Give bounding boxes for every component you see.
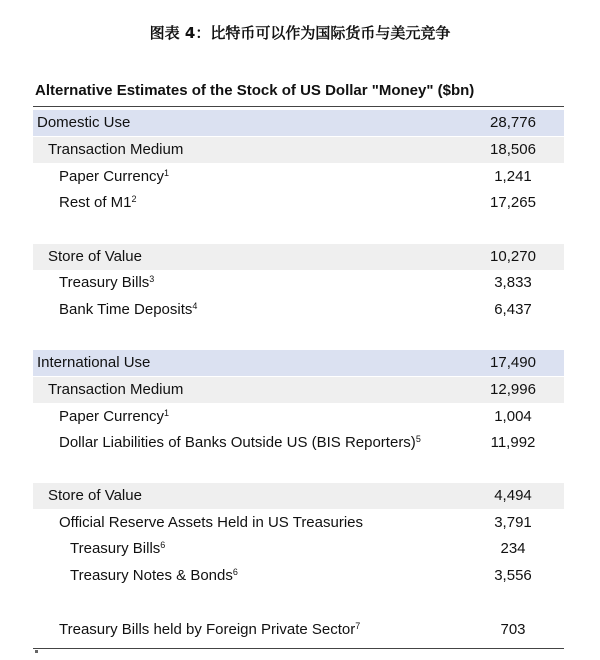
row-label-text: Transaction Medium [48, 141, 184, 158]
row-label-text: Bank Time Deposits [59, 301, 193, 318]
row-value: 17,490 [490, 354, 536, 371]
row-value: 12,996 [490, 381, 536, 398]
row-value: 18,506 [490, 141, 536, 158]
row-value: 1,241 [494, 168, 532, 185]
footnote-superscript: 4 [192, 301, 198, 311]
row-value: 28,776 [490, 114, 536, 131]
row-label [59, 297, 197, 323]
footnote-superscript: 7 [355, 621, 361, 631]
row-label [59, 404, 169, 430]
row-value: 4,494 [494, 487, 532, 504]
row-label-text: Paper Currency [59, 408, 165, 425]
table-row [33, 137, 564, 163]
table-row [33, 190, 564, 216]
table-row [33, 297, 564, 323]
table-bottom-rule [33, 648, 564, 649]
footnote-superscript: 1 [164, 168, 170, 178]
row-label [70, 536, 165, 562]
footnote-superscript: 3 [149, 274, 155, 284]
row-label-text: Store of Value [48, 487, 142, 504]
row-value: 17,265 [490, 194, 536, 211]
row-label [59, 430, 421, 456]
table-row [33, 377, 564, 403]
row-value: 1,004 [494, 408, 532, 425]
row-label [59, 164, 169, 190]
table-row [33, 483, 564, 509]
row-label [48, 483, 142, 509]
table-title: Alternative Estimates of the Stock of US Dollar "Money" ($bn) [35, 82, 475, 99]
row-value: 234 [500, 540, 526, 557]
footnote-superscript: 2 [131, 194, 137, 204]
row-label [37, 350, 150, 376]
row-label [48, 137, 183, 163]
table-row [33, 164, 564, 190]
row-value: 3,791 [494, 514, 532, 531]
table-row [33, 430, 564, 456]
table-row [33, 536, 564, 562]
table-row [33, 350, 564, 376]
row-label-text: Official Reserve Assets Held in US Treasuries [59, 514, 364, 531]
row-label-text: Treasury Notes & Bonds [70, 567, 233, 584]
table-row [33, 563, 564, 589]
table-row [33, 244, 564, 270]
row-value: 3,833 [494, 274, 532, 291]
row-label-text: Treasury Bills held by Foreign Private Sector [59, 621, 356, 638]
footnote-superscript: 1 [164, 408, 170, 418]
table-top-rule [33, 106, 564, 107]
row-value: 703 [500, 621, 526, 638]
row-label [59, 190, 137, 216]
row-label-text: Store of Value [48, 248, 142, 265]
row-label-text: Rest of M1 [59, 194, 132, 211]
row-value: 3,556 [494, 567, 532, 584]
row-label [48, 244, 142, 270]
row-label-text: Treasury Bills [59, 274, 150, 291]
row-label [70, 563, 238, 589]
row-label-text: Paper Currency [59, 168, 165, 185]
table-row [33, 110, 564, 136]
figure-title: 图表 4：比特币可以作为国际货币与美元竞争 [149, 24, 451, 42]
row-value: 11,992 [490, 434, 536, 451]
footnote-superscript: 6 [160, 540, 166, 550]
table-row [33, 270, 564, 296]
table-row [33, 404, 564, 430]
row-label-text: Transaction Medium [48, 381, 184, 398]
table-row [33, 617, 564, 643]
row-label-text: International Use [37, 354, 151, 371]
row-label [48, 377, 183, 403]
row-label-text: Dollar Liabilities of Banks Outside US (BIS Reporters) [59, 434, 416, 451]
row-label [59, 617, 360, 643]
footnote-superscript: 6 [232, 567, 238, 577]
row-label [59, 270, 154, 296]
row-value: 6,437 [494, 301, 532, 318]
row-label-text: Domestic Use [37, 114, 131, 131]
row-label [59, 510, 363, 536]
footnote-marker [35, 650, 38, 653]
row-label [37, 110, 130, 136]
row-label-text: Treasury Bills [70, 540, 161, 557]
footnote-superscript: 5 [415, 434, 421, 444]
table-row [33, 510, 564, 536]
row-value: 10,270 [490, 248, 536, 265]
